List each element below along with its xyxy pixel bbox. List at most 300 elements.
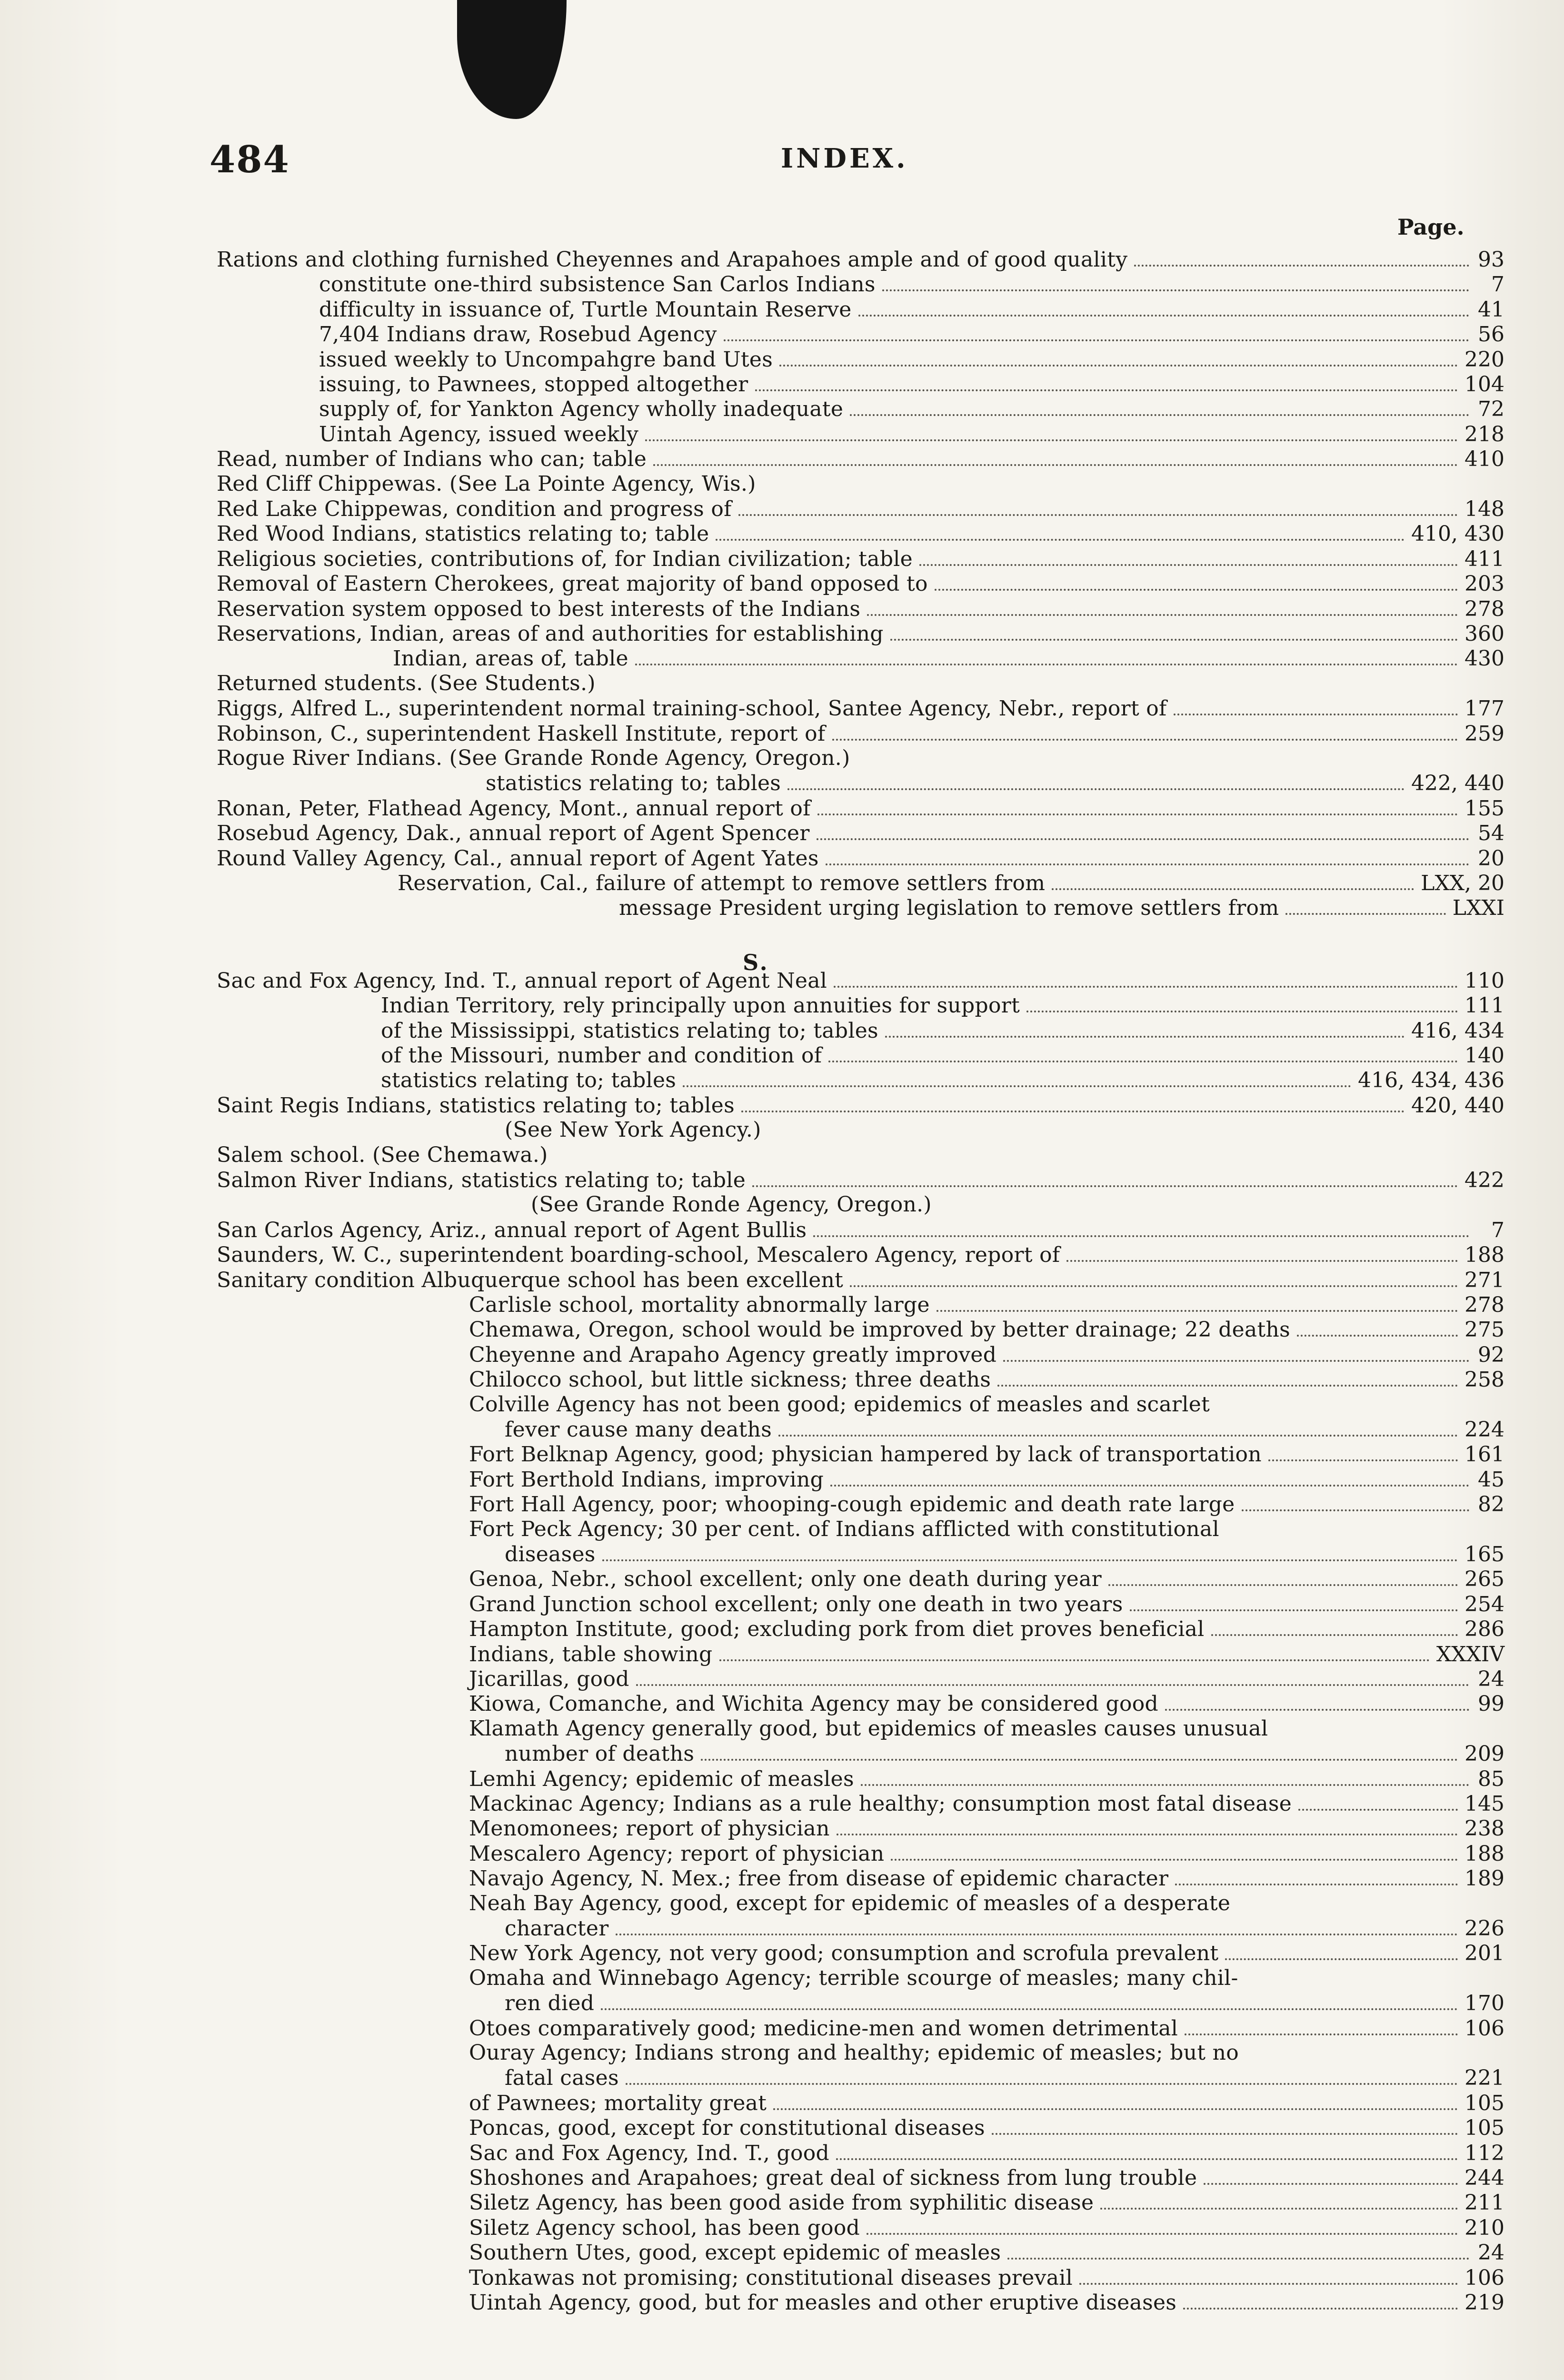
dot-leader <box>890 622 1458 641</box>
index-entry <box>469 1842 1504 1865</box>
entry-text: Riggs, Alfred L., superintendent normal training-school, Santee Agency, Nebr., report of <box>217 696 1167 721</box>
entry-text: Lemhi Agency; epidemic of measles <box>469 1766 854 1791</box>
entry-text: Carlisle school, mortality abnormally large <box>469 1293 930 1317</box>
index-entry <box>505 1991 1504 2015</box>
dot-leader <box>1226 1519 1469 1536</box>
entry-text: San Carlos Agency, Ariz., annual report of Agent Bullis <box>217 1218 807 1242</box>
index-entry <box>469 1941 1504 1965</box>
entry-page: 24 <box>1478 2241 1504 2265</box>
entry-page: 275 <box>1464 1318 1504 1342</box>
entry-page: 161 <box>1464 1442 1504 1467</box>
index-entry <box>217 1268 1504 1292</box>
entry-page: 286 <box>1464 1617 1504 1642</box>
dot-leader <box>1245 1968 1469 1985</box>
dot-leader <box>1285 896 1445 915</box>
entry-text: Saunders, W. C., superintendent boarding-school, Mescalero Agency, report of <box>217 1243 1060 1268</box>
entry-text: statistics relating to; tables <box>486 771 781 796</box>
index-entry <box>486 771 1504 795</box>
dot-leader <box>716 522 1405 541</box>
dot-leader <box>773 2091 1458 2110</box>
index-entry <box>217 1168 1504 1192</box>
entry-text: New York Agency, not very good; consumption and scrofula prevalent <box>469 1941 1219 1966</box>
entry-page: 422, 440 <box>1411 771 1504 796</box>
entry-page: 422 <box>1464 1168 1504 1192</box>
entry-page: 430 <box>1464 646 1504 671</box>
index-entry <box>469 1692 1504 1716</box>
entry-text: Tonkawas not promising; constitutional diseases prevail <box>469 2265 1073 2290</box>
entry-text: Otoes comparatively good; medicine-men and women detrimental <box>469 2016 1178 2041</box>
entry-text: Siletz Agency, has been good aside from syphilitic disease <box>469 2191 1094 2215</box>
entry-text: Reservations, Indian, areas of and authorities for establishing <box>217 622 884 646</box>
dot-leader <box>779 347 1458 367</box>
dot-leader <box>817 821 1469 840</box>
dot-leader <box>1007 2241 1469 2260</box>
index-entry <box>469 1592 1504 1616</box>
index-entry <box>217 1218 1504 1242</box>
entry-text: Red Lake Chippewas, condition and progress of <box>217 497 732 521</box>
index-entry <box>217 472 1504 496</box>
entry-text: Rogue River Indians. (See Grande Ronde Agency, Oregon.) <box>217 746 850 770</box>
entry-text: Fort Peck Agency; 30 per cent. of Indians afflicted with constitutional <box>469 1517 1219 1541</box>
entry-text: ren died <box>505 1991 595 2016</box>
dot-leader <box>1298 1792 1458 1811</box>
entry-text: Saint Regis Indians, statistics relating to; tables <box>217 1093 735 1118</box>
entry-page: 278 <box>1464 1293 1504 1317</box>
dot-leader <box>891 1842 1458 1861</box>
index-entry <box>469 1717 1504 1741</box>
page-number: 484 <box>209 138 290 181</box>
dot-leader <box>867 597 1458 616</box>
entry-text: Southern Utes, good, except epidemic of measles <box>469 2241 1001 2265</box>
index-entry <box>217 547 1504 571</box>
index-entry <box>398 871 1504 895</box>
entry-page: 24 <box>1478 1667 1504 1691</box>
index-entry <box>469 1442 1504 1466</box>
index-entry <box>217 969 1504 992</box>
entry-text: message President urging legislation to remove settlers from <box>619 896 1279 921</box>
index-entry <box>217 1243 1504 1267</box>
entry-page: 93 <box>1478 248 1504 272</box>
dot-leader <box>1204 2166 1458 2185</box>
entry-page: 410, 430 <box>1411 522 1504 546</box>
entry-page: 72 <box>1478 397 1504 422</box>
entry-text: Salem school. (See Chemawa.) <box>217 1142 548 1167</box>
entry-text: Menomonees; report of physician <box>469 1816 830 1841</box>
dot-leader <box>1100 2191 1458 2210</box>
entry-text: Robinson, C., superintendent Haskell Institute, report of <box>217 721 826 746</box>
entry-page: 112 <box>1464 2141 1504 2165</box>
entry-page: 189 <box>1464 1866 1504 1891</box>
index-entry <box>505 1742 1504 1765</box>
entry-text: Ronan, Peter, Flathead Agency, Mont., annual report of <box>217 796 811 821</box>
index-entry <box>381 1068 1504 1092</box>
entry-text: constitute one-third subsistence San Carlos Indians <box>319 272 876 297</box>
entry-page: 265 <box>1464 1567 1504 1592</box>
entry-page: 140 <box>1464 1043 1504 1068</box>
index-entry <box>393 646 1504 670</box>
dot-leader <box>1297 1318 1458 1337</box>
dot-leader <box>738 497 1458 516</box>
dot-leader <box>992 2116 1458 2135</box>
index-entry <box>469 2016 1504 2040</box>
dot-leader <box>882 272 1469 291</box>
dot-leader <box>1225 1941 1458 1960</box>
entry-page: 106 <box>1464 2016 1504 2041</box>
dot-leader <box>755 372 1458 391</box>
entry-page: 110 <box>1464 968 1504 993</box>
entry-text: character <box>505 1916 609 1941</box>
dot-leader <box>1026 993 1458 1012</box>
entry-text: of the Mississippi, statistics relating to; tables <box>381 1018 878 1043</box>
dot-leader <box>602 673 1469 690</box>
entry-text: Mackinac Agency; Indians as a rule healthy; consumption most fatal disease <box>469 1792 1292 1816</box>
dot-leader <box>626 2066 1458 2085</box>
index-entry <box>217 672 1504 695</box>
index-entry <box>531 1193 1504 1217</box>
entry-page: 224 <box>1464 1418 1504 1442</box>
entry-text: Cheyenne and Arapaho Agency greatly improved <box>469 1342 997 1367</box>
entry-text: Navajo Agency, N. Mex.; free from disease of epidemic character <box>469 1866 1169 1891</box>
index-entry <box>469 1816 1504 1840</box>
entry-text: Fort Hall Agency, poor; whooping-cough epidemic and death rate large <box>469 1492 1235 1517</box>
entry-page: LXXI <box>1452 896 1504 921</box>
entry-page: 420, 440 <box>1411 1093 1504 1118</box>
index-entry <box>217 696 1504 720</box>
index-entry <box>217 497 1504 521</box>
dot-leader <box>1108 1567 1458 1586</box>
entry-page: 111 <box>1464 993 1504 1018</box>
dot-leader <box>817 796 1458 815</box>
dot-leader <box>1066 1243 1458 1262</box>
index-entry <box>217 622 1504 645</box>
entry-page: 254 <box>1464 1592 1504 1616</box>
dot-leader <box>787 771 1405 790</box>
entry-text: Colville Agency has not been good; epidemics of measles and scarlet <box>469 1392 1210 1417</box>
entry-text: supply of, for Yankton Agency wholly inadequate <box>319 397 844 422</box>
index-entry <box>217 248 1504 271</box>
dot-leader <box>828 1043 1458 1062</box>
dot-leader <box>826 846 1469 865</box>
dot-leader <box>1003 1343 1469 1362</box>
entry-text: of the Missouri, number and condition of <box>381 1043 822 1068</box>
index-entry <box>469 2141 1504 2165</box>
entry-page: 209 <box>1464 1742 1504 1766</box>
entry-page: 416, 434 <box>1411 1018 1504 1043</box>
entry-page: 271 <box>1464 1268 1504 1292</box>
entry-page: 188 <box>1464 1841 1504 1866</box>
entry-text: Fort Belknap Agency, good; physician hampered by lack of transportation <box>469 1442 1262 1467</box>
dot-leader <box>1245 2043 1469 2060</box>
index-entry <box>217 746 1504 770</box>
index-entry <box>319 397 1504 421</box>
dot-leader <box>861 1767 1469 1786</box>
dot-leader <box>1185 2016 1458 2035</box>
index-entry <box>469 2116 1504 2140</box>
entry-text: Reservation system opposed to best interests of the Indians <box>217 596 861 621</box>
entry-page: 82 <box>1478 1492 1504 1517</box>
entry-page: 188 <box>1464 1243 1504 1268</box>
dot-leader <box>701 1742 1458 1761</box>
index-entry <box>381 993 1504 1017</box>
index-entry <box>217 796 1504 820</box>
dot-leader <box>837 1816 1458 1835</box>
entry-text: Salmon River Indians, statistics relating to; table <box>217 1168 746 1192</box>
entry-text: Sac and Fox Agency, Ind. T., annual report of Agent Neal <box>217 968 827 993</box>
index-entry <box>469 2266 1504 2290</box>
entry-page: 244 <box>1464 2166 1504 2190</box>
dot-leader <box>1130 1592 1458 1611</box>
entry-page: 20 <box>1478 846 1504 871</box>
index-entry <box>319 422 1504 446</box>
dot-leader <box>832 722 1458 741</box>
entry-text: Sanitary condition Albuquerque school has been excellent <box>217 1268 844 1292</box>
dot-leader <box>1237 1893 1469 1910</box>
index-entry <box>469 1393 1504 1417</box>
entry-page: 56 <box>1478 322 1504 347</box>
entry-text: fever cause many deaths <box>505 1418 772 1442</box>
entry-text: Sac and Fox Agency, Ind. T., good <box>469 2141 829 2165</box>
entry-text: number of deaths <box>505 1742 695 1766</box>
index-entry <box>469 2041 1504 2065</box>
dot-leader <box>1211 1617 1458 1636</box>
dot-leader <box>935 572 1458 591</box>
dot-leader <box>636 1667 1469 1686</box>
index-entry <box>469 2091 1504 2115</box>
entry-page: LXX, 20 <box>1421 871 1504 895</box>
entry-text: Indian, areas of, table <box>393 646 628 671</box>
entry-text: Hampton Institute, good; excluding pork from diet proves beneficial <box>469 1617 1205 1642</box>
dot-leader <box>867 2216 1458 2235</box>
index-entry <box>469 2241 1504 2264</box>
entry-text: difficulty in issuance of, Turtle Mountain Reserve <box>319 297 852 322</box>
entry-page: 410 <box>1464 447 1504 472</box>
entry-text: Uintah Agency, good, but for measles and other eruptive diseases <box>469 2291 1177 2315</box>
dot-leader <box>1174 696 1458 715</box>
entry-text: Mescalero Agency; report of physician <box>469 1841 885 1866</box>
entry-text: of Pawnees; mortality great <box>469 2091 767 2115</box>
dot-leader <box>885 1019 1405 1038</box>
entry-page: 92 <box>1478 1342 1504 1367</box>
entry-page: 45 <box>1478 1467 1504 1492</box>
dot-leader <box>1079 2266 1458 2285</box>
entry-page: 238 <box>1464 1816 1504 1841</box>
index-entry <box>505 1542 1504 1566</box>
entry-page: 258 <box>1464 1368 1504 1392</box>
index-entry <box>469 1892 1504 1915</box>
entry-page: 219 <box>1464 2291 1504 2315</box>
entry-page: 220 <box>1464 347 1504 372</box>
dot-leader <box>836 2141 1458 2160</box>
index-entry <box>469 1517 1504 1541</box>
index-entry <box>469 1293 1504 1317</box>
dot-leader <box>1175 1866 1458 1885</box>
dot-leader <box>1275 1718 1469 1735</box>
index-entry <box>319 322 1504 346</box>
index-entry <box>469 1318 1504 1341</box>
entry-text: Red Cliff Chippewas. (See La Pointe Agency, Wis.) <box>217 471 756 496</box>
entry-page: 221 <box>1464 2066 1504 2091</box>
dot-leader <box>683 1068 1351 1087</box>
dot-leader <box>813 1218 1469 1237</box>
entry-page: 226 <box>1464 1916 1504 1941</box>
dot-leader <box>850 397 1469 416</box>
page-column-heading: Page. <box>1397 214 1464 240</box>
entry-page: 99 <box>1478 1692 1504 1716</box>
entry-text: issued weekly to Uncompahgre band Utes <box>319 347 773 372</box>
entry-page: 85 <box>1478 1766 1504 1791</box>
entry-page: 7 <box>1491 272 1504 297</box>
dot-leader <box>834 969 1458 988</box>
entry-page: 170 <box>1464 1991 1504 2016</box>
index-entry <box>217 597 1504 621</box>
dot-leader <box>616 1916 1458 1935</box>
entry-text: Returned students. (See Students.) <box>217 671 596 695</box>
index-entry <box>319 298 1504 321</box>
running-title: INDEX. <box>781 143 908 174</box>
dot-leader <box>724 322 1469 341</box>
entry-page: 105 <box>1464 2116 1504 2141</box>
entry-page: 7 <box>1491 1218 1504 1242</box>
entry-text: Ouray Agency; Indians strong and healthy; epidemic of measles; but no <box>469 2041 1239 2065</box>
entry-text: fatal cases <box>505 2066 619 2091</box>
entry-text: 7,404 Indians draw, Rosebud Agency <box>319 322 717 347</box>
entry-text: Kiowa, Comanche, and Wichita Agency may be considered good <box>469 1692 1159 1716</box>
entry-text: Chilocco school, but little sickness; three deaths <box>469 1368 991 1392</box>
dot-leader <box>997 1368 1458 1387</box>
entry-page: XXXIV <box>1436 1642 1504 1666</box>
dot-leader <box>1242 1492 1469 1511</box>
index-entry <box>469 2216 1504 2240</box>
entry-text: Red Wood Indians, statistics relating to; table <box>217 522 709 546</box>
dot-leader <box>741 1093 1405 1112</box>
index-entry <box>217 1093 1504 1117</box>
entry-text: Rosebud Agency, Dak., annual report of Agent Spencer <box>217 821 810 846</box>
index-entry <box>469 1343 1504 1367</box>
index-entry <box>469 1492 1504 1516</box>
entry-text: Reservation, Cal., failure of attempt to remove settlers from <box>398 871 1046 895</box>
dot-leader <box>919 547 1458 566</box>
entry-page: 145 <box>1464 1792 1504 1816</box>
entry-page: 360 <box>1464 622 1504 646</box>
dot-leader <box>768 1120 1469 1137</box>
entry-text: Rations and clothing furnished Cheyennes and Arapahoes ample and of good quality <box>217 248 1128 272</box>
index-entry <box>469 1792 1504 1815</box>
dot-leader <box>555 1145 1469 1162</box>
dot-leader <box>857 748 1469 765</box>
index-entry <box>319 372 1504 396</box>
dot-leader <box>602 1542 1458 1561</box>
dot-leader <box>938 1194 1469 1211</box>
entry-page: 54 <box>1478 821 1504 846</box>
entry-text: Removal of Eastern Cherokees, great majority of band opposed to <box>217 572 928 596</box>
index-entry <box>319 272 1504 296</box>
dot-leader <box>719 1642 1430 1661</box>
entry-text: Klamath Agency generally good, but epidemics of measles causes unusual <box>469 1716 1268 1741</box>
dot-leader <box>635 646 1458 665</box>
index-entry <box>469 1368 1504 1391</box>
entry-page: 155 <box>1464 796 1504 821</box>
entry-text: statistics relating to; tables <box>381 1068 677 1093</box>
index-entry <box>469 2191 1504 2214</box>
entry-text: diseases <box>505 1542 596 1567</box>
entry-text: Shoshones and Arapahoes; great deal of sickness from lung trouble <box>469 2166 1197 2190</box>
entry-text: Indians, table showing <box>469 1642 713 1666</box>
index-entry <box>469 1767 1504 1791</box>
entry-text: issuing, to Pawnees, stopped altogether <box>319 372 748 397</box>
entry-page: 165 <box>1464 1542 1504 1567</box>
index-entry <box>469 1567 1504 1591</box>
entry-text: Read, number of Indians who can; table <box>217 447 647 472</box>
index-entry <box>381 1043 1504 1067</box>
dot-leader <box>1165 1692 1469 1711</box>
entry-page: 218 <box>1464 422 1504 446</box>
entry-page: 104 <box>1464 372 1504 397</box>
entry-text: Chemawa, Oregon, school would be improved by better drainage; 22 deaths <box>469 1318 1291 1342</box>
dot-leader <box>830 1468 1469 1487</box>
entry-page: 41 <box>1478 297 1504 322</box>
index-entry <box>469 1966 1504 1990</box>
index-entry <box>505 1418 1504 1441</box>
entry-text: Genoa, Nebr., school excellent; only one death during year <box>469 1567 1102 1592</box>
entry-text: Omaha and Winnebago Agency; terrible scourge of measles; many chil- <box>469 1965 1238 1990</box>
dot-leader <box>763 474 1469 491</box>
index-entry <box>319 347 1504 371</box>
entry-page: 210 <box>1464 2215 1504 2240</box>
index-entry <box>217 1143 1504 1167</box>
entry-page: 278 <box>1464 596 1504 621</box>
dot-leader <box>850 1268 1458 1287</box>
index-entry <box>619 896 1504 920</box>
dot-leader <box>1268 1442 1458 1461</box>
index-entry <box>469 1642 1504 1666</box>
entry-text: Round Valley Agency, Cal., annual report of Agent Yates <box>217 846 819 871</box>
entry-text: Neah Bay Agency, good, except for epidemic of measles of a desperate <box>469 1891 1231 1915</box>
dot-leader <box>778 1418 1458 1437</box>
index-entry <box>469 2291 1504 2314</box>
dot-leader <box>936 1293 1458 1312</box>
index-entry <box>217 846 1504 870</box>
index-entry <box>469 1468 1504 1491</box>
entry-text: Fort Berthold Indians, improving <box>469 1467 824 1492</box>
entry-page: 416, 434, 436 <box>1358 1068 1504 1093</box>
entry-page: 105 <box>1464 2091 1504 2115</box>
dot-leader <box>1134 248 1469 267</box>
dot-leader <box>1052 871 1414 890</box>
dot-leader <box>858 298 1469 317</box>
entry-text: Poncas, good, except for constitutional diseases <box>469 2116 985 2141</box>
entry-page: 106 <box>1464 2265 1504 2290</box>
index-entry <box>217 522 1504 545</box>
index-entry <box>505 1916 1504 1940</box>
index-entry <box>217 722 1504 745</box>
entry-page: 211 <box>1464 2191 1504 2215</box>
dot-leader <box>1183 2291 1458 2310</box>
entry-text: Jicarillas, good <box>469 1667 629 1691</box>
entry-page: 259 <box>1464 721 1504 746</box>
dot-leader <box>752 1168 1458 1187</box>
index-entry <box>469 1667 1504 1691</box>
index-entry <box>217 821 1504 845</box>
entry-page: 203 <box>1464 572 1504 596</box>
dot-leader <box>1216 1394 1469 1411</box>
dot-leader <box>653 447 1458 466</box>
entry-page: 201 <box>1464 1941 1504 1966</box>
entry-text: Religious societies, contributions of, for Indian civilization; table <box>217 546 913 571</box>
dot-leader <box>645 422 1458 441</box>
index-entry <box>469 1866 1504 1890</box>
entry-text: Indian Territory, rely principally upon annuities for support <box>381 993 1020 1018</box>
entry-page: 177 <box>1464 696 1504 721</box>
